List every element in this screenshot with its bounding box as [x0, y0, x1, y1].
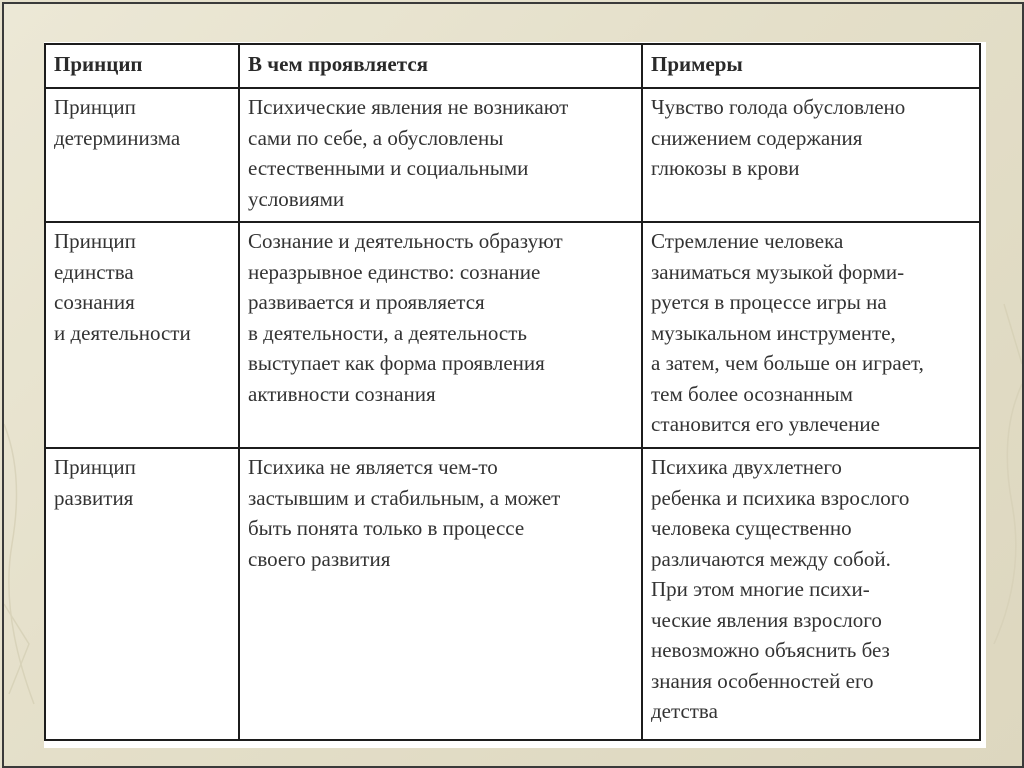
- header-manifestation: В чем проявляется: [239, 44, 642, 88]
- cell-manifestation: Психика не является чем-то застывшим и стабильным, а может быть понята только в процессе своего развития: [239, 448, 642, 740]
- cell-manifestation: Психические явления не возникают сами по себе, а обусловлены естественными и социальными условиями: [239, 88, 642, 222]
- cell-manifestation: Сознание и деятельность образуют неразрывное единство: сознание развивается и проявляется в деятельности, а деятельность выступает как форма проявления активности сознания: [239, 222, 642, 448]
- table-row: [45, 88, 980, 222]
- cell-principle: Принцип развития: [45, 448, 239, 740]
- table-row: [45, 222, 980, 448]
- table-row: [45, 448, 980, 740]
- header-principle: Принцип: [45, 44, 239, 88]
- table-header-row: [45, 44, 980, 88]
- cell-example: Чувство голода обусловлено снижением содержания глюкозы в крови: [642, 88, 980, 222]
- cell-principle: Принцип детерминизма: [45, 88, 239, 222]
- cell-example: Психика двухлетнего ребенка и психика взрослого человека существенно различаются между собой. При этом многие психи- ческие явления взрослого невозможно объяснить без знания особенностей его детства: [642, 448, 980, 740]
- header-examples: Примеры: [642, 44, 980, 88]
- principles-table: [44, 43, 981, 741]
- cell-principle: Принцип единства сознания и деятельности: [45, 222, 239, 448]
- cell-example: Стремление человека заниматься музыкой форми- руется в процессе игры на музыкальном инструменте, а затем, чем больше он играет, тем более осознанным становится его увлечение: [642, 222, 980, 448]
